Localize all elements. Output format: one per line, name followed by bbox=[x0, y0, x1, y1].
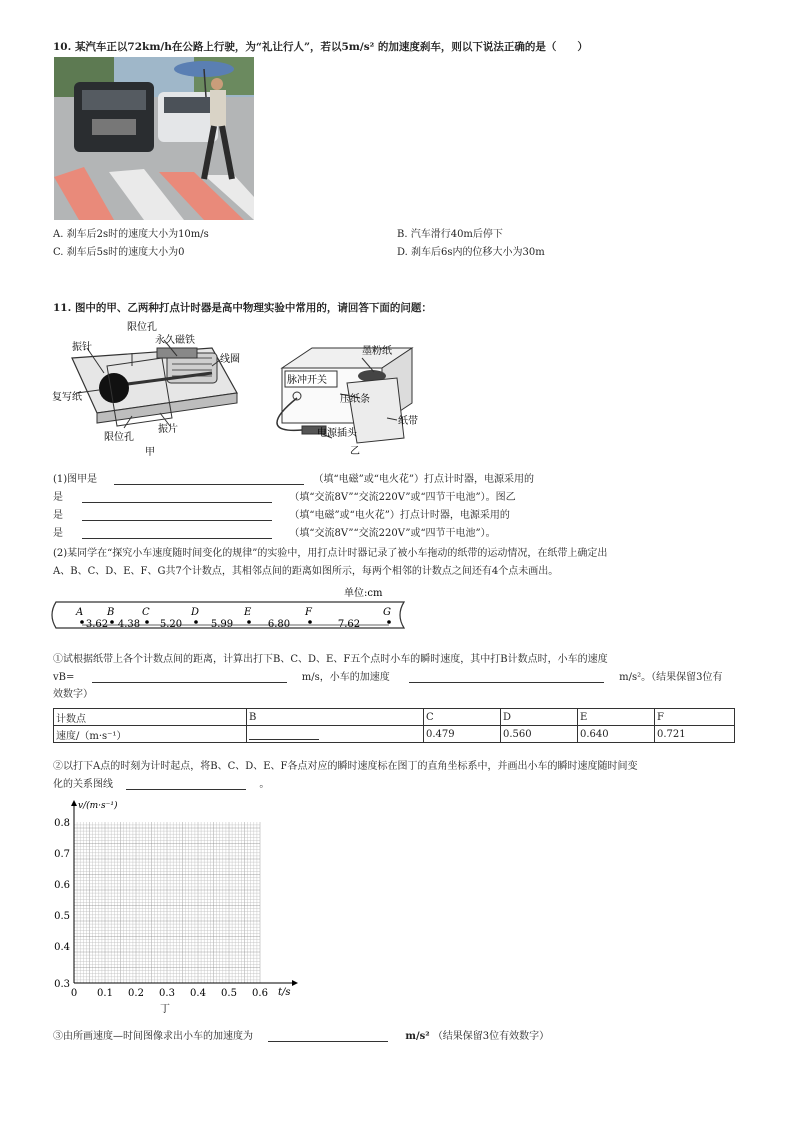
label-fuxiezhi: 复写纸 bbox=[52, 392, 82, 403]
tape-point-e bbox=[247, 620, 251, 624]
q11-part1-l3a: 是 bbox=[53, 510, 63, 521]
x-tick-label: 0.5 bbox=[221, 988, 237, 999]
q11-part2-line2: A、B、C、D、E、F、G共7个计数点，其相邻点间的距离如图所示，每两个相邻的计数点之间还有4个点未画出。 bbox=[53, 566, 559, 577]
velocity-table bbox=[53, 708, 735, 743]
x-axis-label: t/s bbox=[278, 987, 291, 998]
graph-grid bbox=[74, 822, 260, 983]
q11-part1-line4 bbox=[53, 524, 753, 539]
table-cell-d: 0.560 bbox=[501, 726, 578, 743]
vt-graph[interactable] bbox=[44, 798, 304, 1020]
tape-unit: 单位:cm bbox=[344, 588, 383, 599]
tape-distance-ab: 3.62 bbox=[85, 619, 109, 630]
q10-stem-text: 某汽车正以72km/h在公路上行驶，为“礼让行人”，若以5m/s² 的加速度刹车，则以下说法正确的是（ ） bbox=[74, 41, 588, 53]
q11-part2-line1: (2)某同学在“探究小车速度随时间变化的规律”的实验中，用打点计时器记录了被小车拖动的纸带的运动情况，在纸带上确定出 bbox=[53, 548, 608, 559]
q11-stem-text: 图中的甲、乙两种打点计时器是高中物理实验中常用的，请回答下面的问题： bbox=[74, 302, 432, 314]
tape-point-a bbox=[80, 620, 84, 624]
tape-point-f bbox=[308, 620, 312, 624]
label-xianweikong-bottom: 限位孔 bbox=[104, 432, 134, 443]
blank-acceleration[interactable] bbox=[409, 682, 604, 683]
q11-sub1-unit1: m/s，小车的加速度 bbox=[301, 672, 390, 683]
tape-distance-de: 5.99 bbox=[210, 619, 234, 630]
tape-distance-cd: 5.20 bbox=[159, 619, 183, 630]
q11-sub1-line2 bbox=[53, 668, 773, 683]
table-cell-c: 0.479 bbox=[424, 726, 501, 743]
blank-graph-acceleration[interactable] bbox=[268, 1041, 388, 1042]
tape-distance-bc: 4.38 bbox=[117, 619, 141, 630]
q11-part1-line2 bbox=[53, 488, 753, 503]
y-axis-arrow-icon bbox=[71, 800, 77, 806]
tape-distance-fg: 7.62 bbox=[337, 619, 361, 630]
table-header-row bbox=[54, 709, 735, 726]
q11-stem bbox=[53, 300, 432, 315]
table-header-cell: E bbox=[578, 709, 655, 726]
tape-label-f: F bbox=[305, 607, 312, 618]
y-tick-label: 0.7 bbox=[54, 849, 70, 860]
x-axis-arrow-icon bbox=[292, 980, 298, 986]
timer-figure-jia bbox=[52, 318, 252, 458]
label-xianquan: 线圈 bbox=[220, 354, 240, 365]
label-yazhitiao: 压纸条 bbox=[340, 394, 370, 405]
y-tick-label: 0.8 bbox=[54, 818, 70, 829]
tape-point-b bbox=[110, 620, 114, 624]
caption-jia: 甲 bbox=[145, 447, 155, 458]
tape-label-g: G bbox=[383, 607, 391, 618]
q11-part1-l1a: (1)图甲是 bbox=[53, 474, 98, 485]
blank-jia-power[interactable] bbox=[82, 502, 272, 503]
blank-yi-power[interactable] bbox=[82, 538, 272, 539]
blank-vb[interactable] bbox=[92, 682, 287, 683]
y-tick-label: 0.5 bbox=[54, 911, 70, 922]
table-row-label: 速度/（m·s⁻¹） bbox=[54, 726, 247, 743]
label-maichongkaiguan: 脉冲开关 bbox=[287, 375, 327, 386]
label-zhenzhen: 振针 bbox=[72, 342, 92, 353]
blank-yi-type[interactable] bbox=[82, 520, 272, 521]
q11-part1-l4b: （填“交流8V”“交流220V”或“四节干电池”）。 bbox=[289, 528, 496, 539]
q11-part1-l2a: 是 bbox=[53, 492, 63, 503]
tape-label-c: C bbox=[142, 607, 150, 618]
table-header-cell: B bbox=[247, 709, 424, 726]
x-tick-label: 0.3 bbox=[159, 988, 175, 999]
tape-point-g bbox=[387, 620, 391, 624]
q10-photo bbox=[54, 57, 254, 220]
q11-part1-l3b: （填“电磁”或“电火花”）打点计时器，电源采用的 bbox=[289, 510, 510, 521]
blank-graph-line[interactable] bbox=[126, 789, 246, 790]
q11-sub1-line1: ①试根据纸带上各个计数点间的距离，计算出打下B、C、D、E、F五个点时小车的瞬时速度，其中打B计数点时，小车的速度 bbox=[53, 654, 608, 665]
table-header-cell: 计数点 bbox=[54, 709, 247, 726]
q11-sub1-vb: vB= bbox=[53, 672, 75, 683]
blank-jia-type[interactable] bbox=[114, 484, 304, 485]
table-cell-f: 0.721 bbox=[655, 726, 735, 743]
q11-sub1-line3: 效数字） bbox=[53, 689, 93, 700]
x-tick-label: 0.2 bbox=[128, 988, 144, 999]
y-tick-label: 0.4 bbox=[54, 942, 70, 953]
q10-option-a[interactable]: A. 刹车后2s时的速度大小为10m/s bbox=[53, 229, 209, 240]
y-axis-label: v/(m·s⁻¹) bbox=[78, 801, 118, 811]
q11-sub3-unit: m/s² bbox=[405, 1031, 430, 1042]
label-zhidai: 纸带 bbox=[398, 416, 418, 427]
q10-option-b[interactable]: B. 汽车滑行40m后停下 bbox=[397, 229, 503, 240]
x-tick-label: 0.1 bbox=[97, 988, 113, 999]
tape-label-e: E bbox=[244, 607, 252, 618]
tape-label-a: A bbox=[76, 607, 84, 618]
table-cell-b[interactable] bbox=[247, 726, 424, 743]
q10-number: 10. bbox=[53, 41, 72, 53]
blank-table-b[interactable] bbox=[249, 729, 319, 740]
table-cell-e: 0.640 bbox=[578, 726, 655, 743]
tape-label-d: D bbox=[191, 607, 200, 618]
label-dianyuanchatou: 电源插头 bbox=[317, 428, 357, 439]
q11-sub3-line bbox=[53, 1027, 773, 1042]
q11-part1-l2b: （填“交流8V”“交流220V”或“四节干电池”）。图乙 bbox=[289, 492, 516, 503]
label-xianweikong-top: 限位孔 bbox=[127, 322, 157, 333]
q11-part1-line3 bbox=[53, 506, 753, 521]
q11-sub2-l2a: 化的关系图线 bbox=[53, 779, 113, 790]
y-tick-label: 0.3 bbox=[54, 979, 70, 990]
tape-point-d bbox=[194, 620, 198, 624]
q11-sub3-b: （结果保留3位有效数字） bbox=[432, 1031, 550, 1042]
q11-part1-l1b: （填“电磁”或“电火花”）打点计时器，电源采用的 bbox=[313, 474, 534, 485]
q10-stem bbox=[53, 39, 588, 54]
q11-sub2-line1: ②以打下A点的时刻为计时起点，将B、C、D、E、F各点对应的瞬时速度标在图丁的直角坐标系中，并画出小车的瞬时速度随时间变 bbox=[53, 761, 638, 772]
caption-yi: 乙 bbox=[350, 446, 360, 457]
q10-option-c[interactable]: C. 刹车后5s时的速度大小为0 bbox=[53, 247, 185, 258]
paper-tape bbox=[44, 584, 414, 642]
q10-option-d[interactable]: D. 刹车后6s内的位移大小为30m bbox=[397, 247, 545, 258]
tape-point-c bbox=[145, 620, 149, 624]
x-tick-label: 0 bbox=[70, 988, 78, 999]
q11-part1-l4a: 是 bbox=[53, 528, 63, 539]
q11-sub3-a: ③由所画速度—时间图像求出小车的加速度为 bbox=[53, 1031, 253, 1042]
x-tick-label: 0.4 bbox=[190, 988, 206, 999]
label-mofenzhi: 墨粉纸 bbox=[362, 346, 392, 357]
y-tick-label: 0.6 bbox=[54, 880, 70, 891]
table-header-cell: D bbox=[501, 709, 578, 726]
q11-sub2-l2b: 。 bbox=[259, 779, 270, 790]
graph-caption: 丁 bbox=[160, 1004, 170, 1015]
q11-sub2-line2 bbox=[53, 775, 773, 790]
q11-number: 11. bbox=[53, 302, 72, 314]
timer-figure-yi bbox=[262, 338, 422, 458]
q11-sub1-unit2: m/s²。（结果保留3位有 bbox=[619, 672, 723, 683]
q11-part1-line1 bbox=[53, 470, 753, 485]
label-yongjiucitie: 永久磁铁 bbox=[155, 335, 195, 346]
x-tick-label: 0.6 bbox=[252, 988, 268, 999]
table-header-cell: C bbox=[424, 709, 501, 726]
table-row bbox=[54, 726, 735, 743]
tape-distance-ef: 6.80 bbox=[267, 619, 291, 630]
table-header-cell: F bbox=[655, 709, 735, 726]
label-zhenpian: 振片 bbox=[158, 424, 178, 435]
tape-label-b: B bbox=[107, 607, 115, 618]
